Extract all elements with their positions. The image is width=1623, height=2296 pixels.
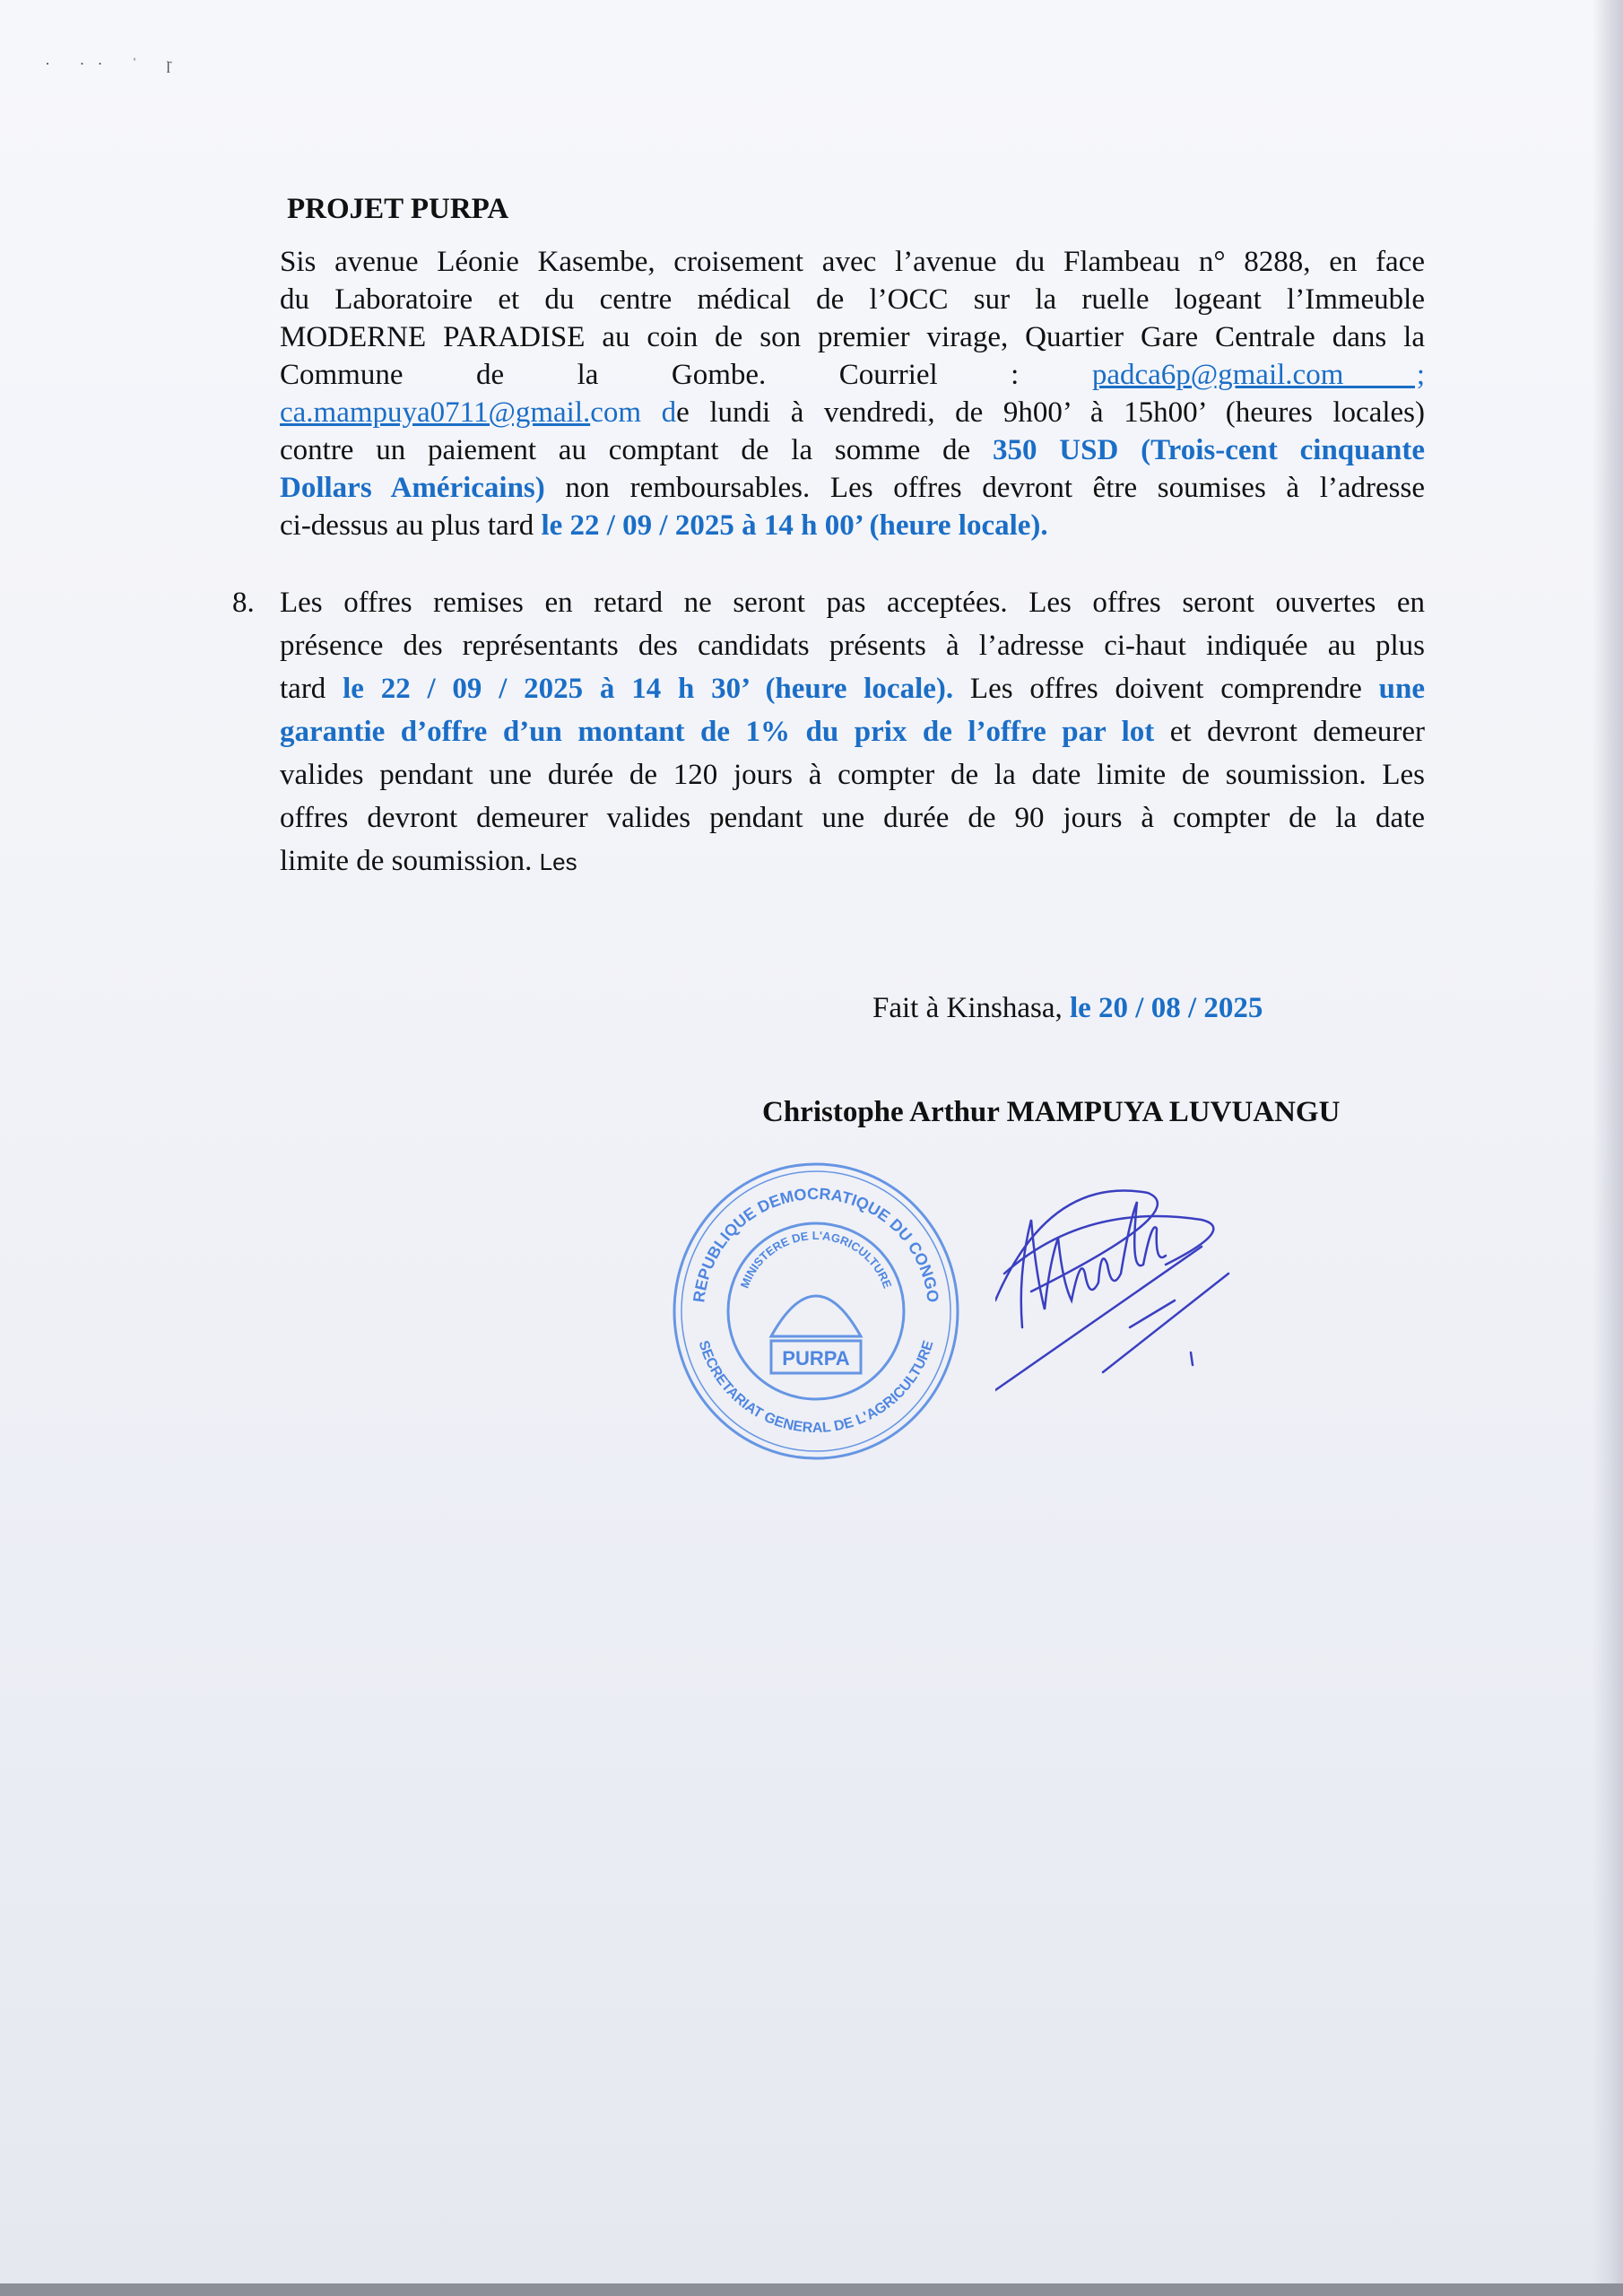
text-line (280, 583, 1425, 622)
text-line (280, 395, 1425, 430)
text-segment: MODERNE PARADISE au coin de son premier virage, Quartier Gare Centrale dans la (280, 321, 1425, 353)
email-link[interactable]: padca6p@gmail.com ; (1091, 359, 1425, 391)
scan-specks: · ·· ˈ ɼ (45, 55, 185, 73)
text-line (280, 669, 1425, 709)
text-line (280, 712, 1425, 752)
highlighted-text: garantie d’offre d’un montant de 1% du prix de l’offre par lot (280, 716, 1155, 748)
text-segment: Les offres remises en retard ne seront pas acceptées. Les offres seront ouvertes en (280, 587, 1425, 619)
text-segment: Commune de la Gombe. Courriel : (280, 359, 1092, 391)
text-segment: du Laboratoire et du centre médical de l’OCC sur la ruelle logeant l’Immeuble (280, 283, 1425, 316)
highlighted-text: 350 USD (Trois-cent cinquante (992, 434, 1426, 466)
text-segment: e lundi à vendredi, de 9h00’ à 15h00’ (heures locales) (676, 396, 1425, 429)
text-segment: non remboursables. Les offres devront être soumises à l’adresse (544, 472, 1426, 504)
text-line (280, 841, 1425, 881)
stamp-center-text: PURPA (782, 1347, 850, 1370)
signature-date: le 20 / 08 / 2025 (1069, 992, 1263, 1024)
scan-edge-shadow (1593, 0, 1623, 2296)
highlighted-text: Dollars Américains) (280, 472, 545, 504)
text-line (280, 432, 1425, 468)
text-line (280, 244, 1425, 280)
email-link[interactable]: ca.mampuya0711@gmail. (280, 396, 591, 429)
stamp-inner-text: MINISTERE DE L'AGRICULTURE (737, 1228, 895, 1291)
text-segment: Sis avenue Léonie Kasembe, croisement avec l’avenue du Flambeau n° 8288, en face (280, 246, 1425, 278)
highlighted-text: le 22 / 09 / 2025 à 14 h 30’ (heure locale). (343, 673, 954, 705)
text-line (280, 798, 1425, 838)
text-segment: ci-dessus au plus tard (280, 509, 542, 542)
text-segment: présence des représentants des candidats présents à l’adresse ci-haut indiquée au plus (280, 630, 1425, 662)
stamp-bottom-text: SECRETARIAT GENERAL DE L'AGRICULTURE (695, 1338, 937, 1437)
text-line (280, 626, 1425, 665)
svg-text:REPUBLIQUE DEMOCRATIQUE DU CON (690, 1185, 942, 1303)
text-segment: valides pendant une durée de 120 jours à compter de la date limite de soumission. Les (280, 759, 1425, 791)
text-segment: com d (590, 396, 677, 429)
text-segment: limite de soumission. (280, 845, 540, 877)
text-segment: offres devront demeurer valides pendant une durée de 90 jours à compter de la date (280, 802, 1425, 834)
highlighted-text: le 22 / 09 / 2025 à 14 h 00’ (heure locale). (541, 509, 1048, 542)
stamp-outer-text: REPUBLIQUE DEMOCRATIQUE DU CONGO (690, 1184, 942, 1304)
item-number: 8. (232, 587, 255, 619)
highlighted-text: une (1378, 673, 1425, 705)
place-date-line (872, 990, 1263, 1026)
text-line (280, 755, 1425, 795)
signatory-name: Christophe Arthur MAMPUYA LUVUANGU (762, 1096, 1341, 1128)
text-line (280, 470, 1425, 506)
text-line (280, 319, 1425, 355)
text-segment: tard (280, 673, 343, 705)
place-text: Fait à Kinshasa, (872, 992, 1070, 1024)
text-segment: Les offres doivent comprendre (953, 673, 1379, 705)
text-line (280, 508, 1425, 544)
handwritten-signature (995, 1166, 1291, 1399)
text-line (280, 357, 1425, 393)
text-segment: Les (539, 848, 577, 875)
scan-bottom-edge (0, 2283, 1623, 2296)
official-stamp (664, 1157, 968, 1471)
text-segment: et devront demeurer (1154, 716, 1425, 748)
text-line (280, 282, 1425, 317)
text-segment: contre un paiement au comptant de la somme de (280, 434, 993, 466)
project-title: PROJET PURPA (287, 193, 509, 225)
svg-text:MINISTERE DE L'AGRICULTURE (738, 1229, 895, 1291)
